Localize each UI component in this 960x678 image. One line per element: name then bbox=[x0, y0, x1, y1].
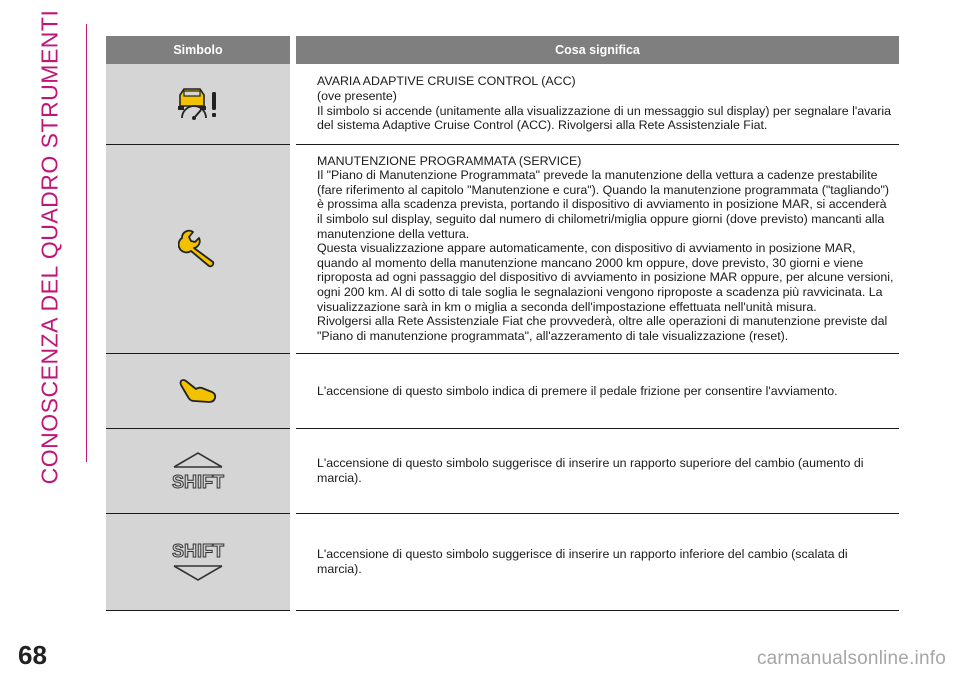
shift-down-label: SHIFT bbox=[172, 541, 224, 561]
header-symbol: Simbolo bbox=[106, 36, 293, 64]
symbol-cell bbox=[106, 429, 293, 514]
symbol-cell bbox=[106, 354, 293, 429]
description-line: L'accensione di questo simbolo suggerisce di inserire un rapporto inferiore del cambio (scalata di marcia). bbox=[317, 547, 848, 576]
watermark: carmanualsonline.info bbox=[756, 648, 946, 669]
description-line: Questa visualizzazione appare automaticamente, con dispositivo di avviamento in posizione MAR, quando al momento della manutenzione mancano 2000 km oppure, dove previsto, 30 giorni e viene riproposta ad ogni passaggio del dispositivo di avviamento in posizione MAR oppure, per alcune versioni, ogni 200 km. Al di sotto di tale soglia le segnalazioni vengono riproposte a scadenza più ravvicinata. La visualizzazione sarà in km o miglia a seconda dell'impostazione effettuata nell'unità misura. bbox=[317, 241, 894, 314]
table-header-row bbox=[106, 36, 899, 64]
symbol-cell bbox=[106, 64, 293, 145]
description-heading: AVARIA ADAPTIVE CRUISE CONTROL (ACC) bbox=[317, 74, 576, 89]
table-row bbox=[106, 145, 899, 354]
page-number: 68 bbox=[18, 640, 47, 670]
description-line: L'accensione di questo simbolo suggerisce di inserire un rapporto superiore del cambio (aumento di marcia). bbox=[317, 456, 864, 485]
section-title-rule bbox=[86, 24, 87, 462]
symbol-cell bbox=[106, 514, 293, 611]
section-title bbox=[20, 9, 80, 485]
acc-failure-icon bbox=[174, 86, 222, 122]
table-row bbox=[106, 64, 899, 145]
description-line: Il "Piano di Manutenzione Programmata" prevede la manutenzione della vettura a cadenze prestabilite (fare riferimento al capitolo "Manutenzione e cura"). Quando la manutenzione programmata ("tagliando") è prossima alla scadenza prevista, portando il dispositivo di avviamento in posizione MAR, si accenderà il simbolo sul display, seguito dal numero di chilometri/miglia oppure giorni (dove previsto) mancanti alla manutenzione della vettura. bbox=[317, 168, 890, 241]
table-row bbox=[106, 429, 899, 514]
description-cell bbox=[293, 64, 899, 145]
section-title-text: CONOSCENZA DEL QUADRO STRUMENTI bbox=[36, 9, 63, 485]
description-line: (ove presente) bbox=[317, 88, 397, 103]
symbol-cell bbox=[106, 145, 293, 354]
header-meaning: Cosa significa bbox=[293, 36, 899, 64]
table-row bbox=[106, 514, 899, 611]
description-heading: MANUTENZIONE PROGRAMMATA (SERVICE) bbox=[317, 153, 582, 168]
description-cell bbox=[293, 514, 899, 611]
symbol-table bbox=[106, 36, 899, 611]
description-cell bbox=[293, 145, 899, 354]
shift-down-icon bbox=[166, 540, 230, 584]
shift-up-icon bbox=[166, 449, 230, 493]
description-cell bbox=[293, 429, 899, 514]
description-line: Il simbolo si accende (unitamente alla visualizzazione di un messaggio sul display) per segnalare l'avaria del sistema Adaptive Cruise Control (ACC). Rivolgersi alla Rete Assistenziale Fiat. bbox=[317, 103, 892, 133]
description-line: Rivolgersi alla Rete Assistenziale Fiat che provvederà, oltre alle operazioni di manutenzione previste dal "Piano di manutenzione programmata", all'azzeramento di tale visualizzazione (reset). bbox=[317, 314, 888, 343]
shift-up-label: SHIFT bbox=[172, 472, 224, 492]
description-cell bbox=[293, 354, 899, 429]
clutch-pedal-icon bbox=[178, 376, 218, 406]
wrench-icon bbox=[178, 229, 218, 269]
table-row bbox=[106, 354, 899, 429]
description-line: L'accensione di questo simbolo indica di premere il pedale frizione per consentire l'avviamento. bbox=[317, 383, 838, 398]
